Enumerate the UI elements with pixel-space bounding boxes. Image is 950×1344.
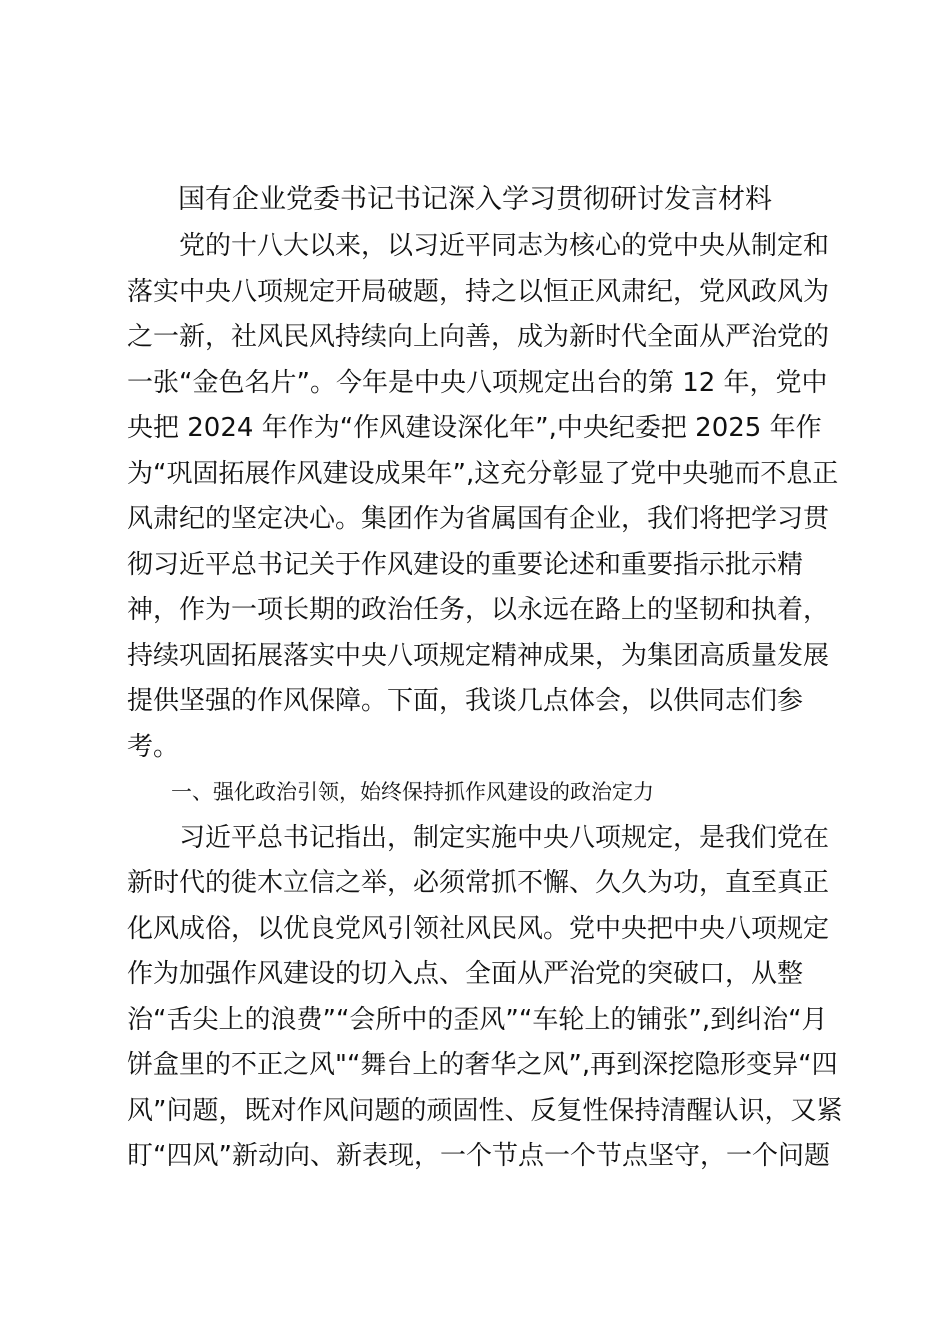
paragraph-line: 作为加强作风建设的切入点、全面从严治党的突破口，从整 (127, 959, 804, 989)
paragraph-line: 为“巩固拓展作风建设成果年”,这充分彰显了党中央驰而不息正 (127, 458, 839, 489)
paragraph-line: 习近平总书记指出，制定实施中央八项规定，是我们党在 (179, 822, 830, 853)
paragraph-line: 彻习近平总书记关于作风建设的重要论述和重要指示批示精 (127, 549, 804, 580)
paragraph-line: 提供坚强的作风保障。下面，我谈几点体会，以供同志们参 (127, 686, 804, 716)
paragraph-line: 神，作为一项长期的政治任务，以永远在路上的坚韧和执着， (127, 595, 830, 625)
paragraph-line: 新时代的徙木立信之举，必须常抓不懈、久久为功，直至真正 (127, 868, 830, 898)
paragraph-line: 风肃纪的坚定决心。集团作为省属国有企业，我们将把学习贯 (127, 504, 830, 534)
paragraph-line: 化风成俗，以优良党风引领社风民风。党中央把中央八项规定 (127, 913, 830, 944)
document-body (127, 224, 847, 1180)
paragraph-line: 盯“四风”新动向、新表现，一个节点一个节点坚守，一个问题 (127, 1141, 830, 1171)
paragraph-line: 央把 2024 年作为“作风建设深化年”,中央纪委把 2025 年作 (127, 413, 822, 443)
paragraph-line: 治“舌尖上的浪费”“会所中的歪风”“车轮上的铺张”,到纠治“月 (127, 1004, 828, 1035)
document-title: 国有企业党委书记书记深入学习贯彻研讨发言材料 (178, 184, 772, 215)
paragraph-line: 一张“金色名片”。今年是中央八项规定出台的第 12 年，党中 (127, 367, 828, 398)
paragraph-line: 考。 (127, 731, 180, 762)
paragraph-line: 持续巩固拓展落实中央八项规定精神成果，为集团高质量发展 (127, 640, 830, 671)
section-heading: 一、强化政治引领，始终保持抓作风建设的政治定力 (171, 780, 654, 804)
paragraph-line: 落实中央八项规定开局破题，持之以恒正风肃纪，党风政风为 (127, 276, 830, 307)
paragraph-line: 之一新，社风民风持续向上向善，成为新时代全面从严治党的 (127, 322, 830, 352)
paragraph-line: 风”问题，既对作风问题的顽固性、反复性保持清醒认识，又紧 (127, 1095, 843, 1126)
paragraph-line: 党的十八大以来，以习近平同志为核心的党中央从制定和 (179, 231, 830, 261)
paragraph-line: 饼盒里的不正之风"“舞台上的奢华之风”,再到深挖隐形变异“四 (127, 1050, 838, 1080)
